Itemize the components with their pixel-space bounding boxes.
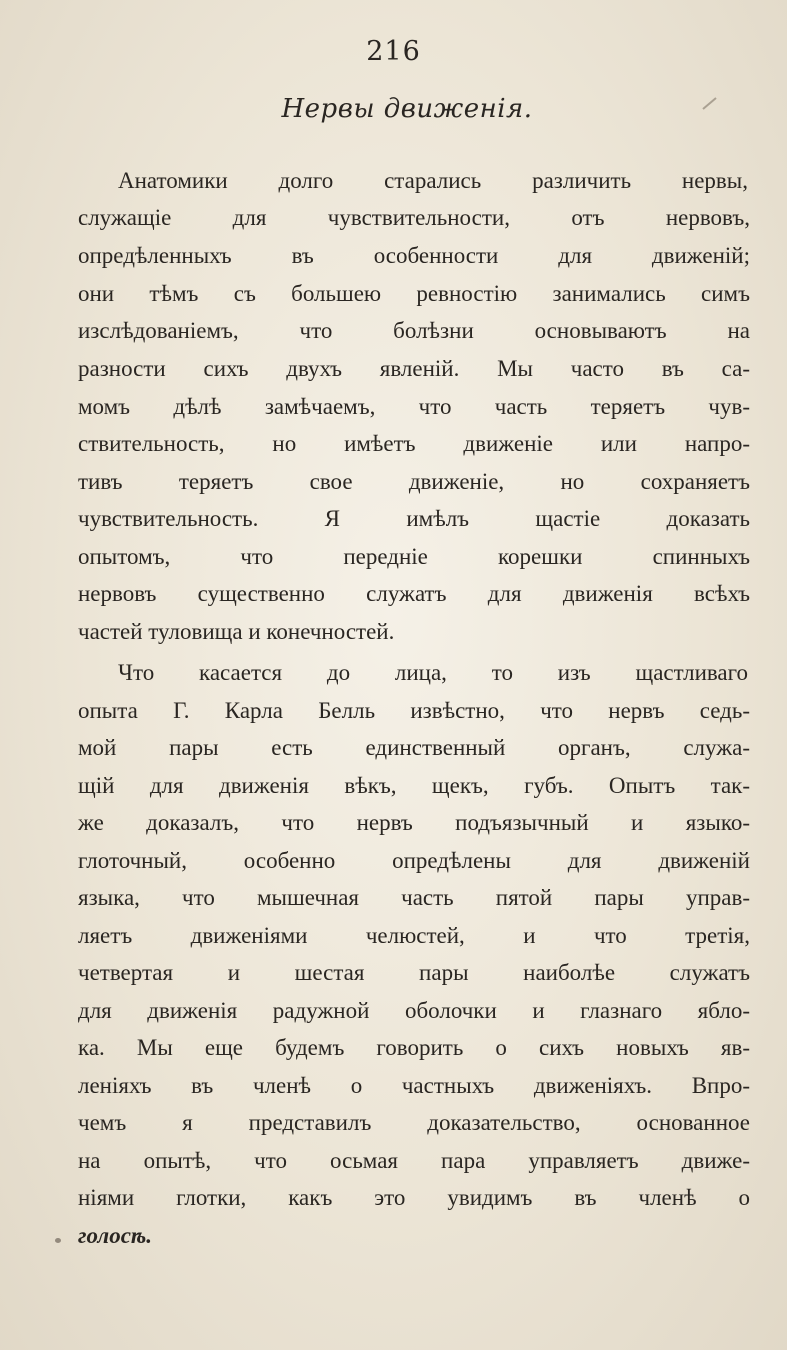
section-heading: Нервы движенія. xyxy=(281,94,533,124)
text-line: на опытѣ, что осьмая пара управляетъ движе- xyxy=(78,1148,750,1173)
text-line: нервовъ существенно служатъ для движенія всѣхъ xyxy=(78,581,750,606)
text-line: они тѣмъ съ большею ревностію занимались симъ xyxy=(78,281,750,306)
text-line: четвертая и шестая пары наиболѣе служатъ xyxy=(78,960,750,985)
text-line: ка. Мы еще будемъ говорить о сихъ новыхъ яв- xyxy=(78,1035,750,1060)
text-line: тивъ теряетъ свое движеніе, но сохраняетъ xyxy=(78,469,750,494)
text-line: момъ дѣлѣ замѣчаемъ, что часть теряетъ чув- xyxy=(78,394,750,419)
text-line: ляетъ движеніями челюстей, и что третія, xyxy=(78,923,750,948)
text-line: Что касается до лица, то изъ щастливаго xyxy=(118,660,748,685)
text-line: чемъ я представилъ доказательство, основанное xyxy=(78,1110,750,1135)
text-line: языка, что мышечная часть пятой пары управ- xyxy=(78,885,750,910)
text-line: для движенія радужной оболочки и глазнаго ябло- xyxy=(78,998,750,1023)
text-line: опыта Г. Карла Белль извѣстно, что нервъ седь- xyxy=(78,698,750,723)
text-line: чувствительность. Я имѣлъ щастіе доказать xyxy=(78,506,750,531)
text-line: ніями глотки, какъ это увидимъ въ членѣ о xyxy=(78,1185,750,1210)
text-line: служащіе для чувствительности, отъ нервовъ, xyxy=(78,205,750,230)
text-line: разности сихъ двухъ явленій. Мы часто въ са- xyxy=(78,356,750,381)
text-line: Анатомики долго старались различить нервы, xyxy=(118,168,748,193)
text-line: ствительность, но имѣетъ движеніе или напро- xyxy=(78,431,750,456)
text-line: же доказалъ, что нервъ подъязычный и языко- xyxy=(78,810,750,835)
text-line: частей туловища и конечностей. xyxy=(78,619,395,644)
text-line: опредѣленныхъ въ особенности для движеній; xyxy=(78,243,750,268)
text-line: щій для движенія вѣкъ, щекъ, губъ. Опытъ так- xyxy=(78,773,750,798)
text-line: изслѣдованіемъ, что болѣзни основываютъ на xyxy=(78,318,750,343)
text-line: леніяхъ въ членѣ о частныхъ движеніяхъ. Впро- xyxy=(78,1073,750,1098)
text-line: мой пары есть единственный органъ, служа- xyxy=(78,735,750,760)
text-line: глоточный, особенно опредѣлены для движеній xyxy=(78,848,750,873)
page-number: 216 xyxy=(366,36,421,67)
italic-final-word: голосѣ. xyxy=(78,1223,153,1248)
text-line: опытомъ, что передніе корешки спинныхъ xyxy=(78,544,750,569)
